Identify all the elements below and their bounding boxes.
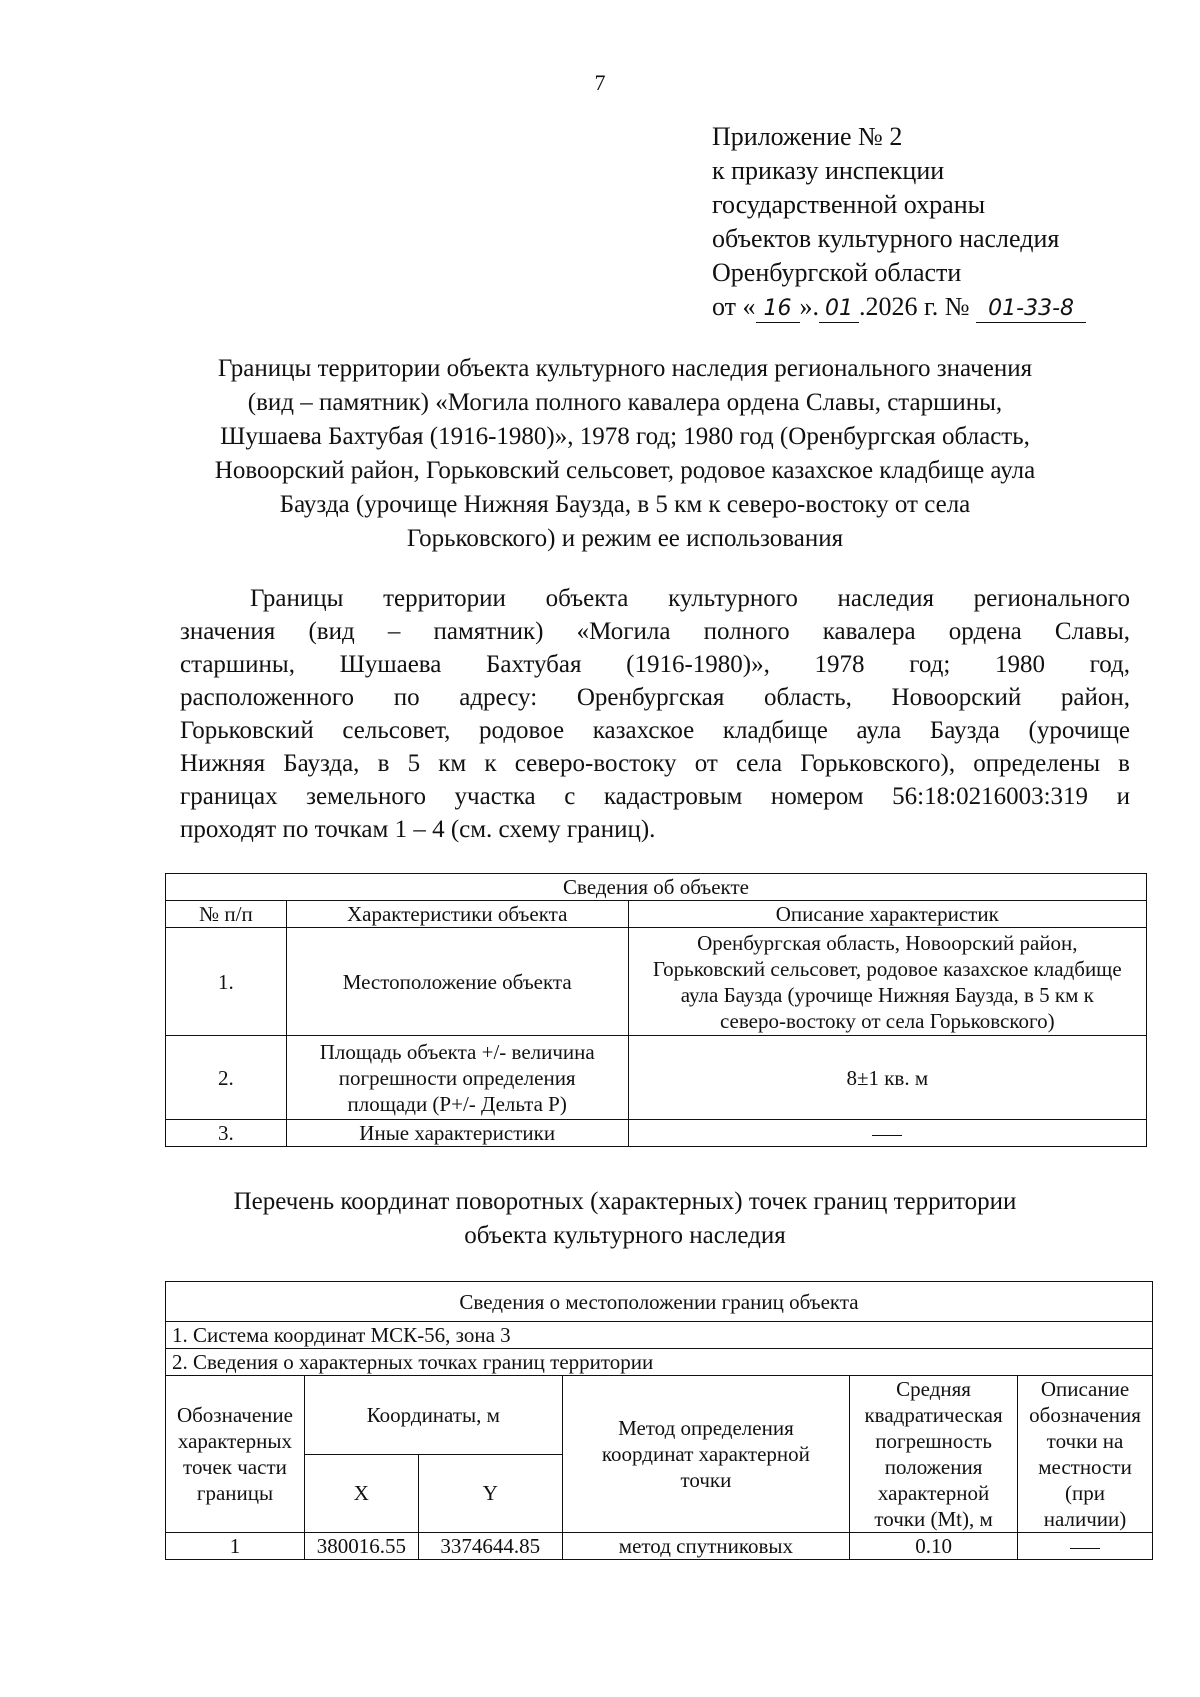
row-name — [286, 1036, 628, 1120]
handwritten-day: 16 — [756, 296, 800, 323]
desc-line: аула Баузда (урочище Нижняя Баузда, в 5 км к — [680, 982, 1094, 1007]
header-line: точки (Mt), м — [874, 1507, 993, 1531]
table-row — [166, 1120, 1147, 1147]
table-row — [166, 1036, 1147, 1120]
appendix-line: государственной охраны — [712, 190, 986, 219]
header-line: положения — [884, 1455, 983, 1479]
header-line: границы — [196, 1481, 274, 1505]
row-number: 2. — [166, 1036, 287, 1120]
row-number: 1. — [166, 928, 287, 1036]
header-line: местности — [1038, 1455, 1132, 1479]
dash-mark — [872, 1135, 902, 1136]
header-number: № п/п — [166, 901, 287, 928]
date-year: .2026 г. № — [859, 292, 970, 321]
header-line: точек части — [183, 1455, 287, 1479]
header-point-description — [1018, 1376, 1153, 1533]
table-header-row — [166, 1376, 1153, 1455]
object-info-table — [165, 873, 1147, 1147]
row-name: Местоположение объекта — [286, 928, 628, 1036]
title-line: Границы территории объекта культурного наследия регионального значения — [217, 355, 1033, 382]
name-line: площади (P+/- Дельта P) — [347, 1091, 567, 1116]
cell-description — [1018, 1533, 1153, 1560]
body-line: старшины, Шушаева Бахтубая (1916-1980)», 1978 год; 1980 год, — [180, 651, 1130, 678]
coordinates-title — [150, 1185, 1100, 1253]
handwritten-order-number: 01-33-8 — [976, 296, 1086, 323]
header-coordinates: Координаты, м — [304, 1376, 562, 1455]
dash-mark — [1070, 1548, 1100, 1549]
header-x: X — [304, 1454, 418, 1533]
date-prefix: от « — [712, 292, 756, 321]
subtitle-line: объекта культурного наследия — [464, 1222, 786, 1249]
header-line: точки на — [1046, 1429, 1124, 1453]
header-line: координат характерной — [601, 1442, 810, 1466]
body-line: проходят по точкам 1 – 4 (см. схему границ). — [180, 816, 656, 843]
row-name: Иные характеристики — [286, 1120, 628, 1147]
body-line: Горьковский сельсовет, родовое казахское кладбище аула Баузда (урочище — [180, 717, 1130, 744]
header-line: квадратическая — [864, 1403, 1003, 1427]
body-paragraph — [180, 582, 1130, 846]
header-description: Описание характеристик — [628, 901, 1146, 928]
header-y: Y — [418, 1454, 562, 1533]
body-line: значения (вид – памятник) «Могила полного кавалера ордена Славы, — [180, 618, 1130, 645]
cell-y: 3374644.85 — [418, 1533, 562, 1560]
points-caption-row — [166, 1349, 1153, 1376]
cell-method: метод спутниковых — [562, 1533, 849, 1560]
coordinates-table — [165, 1281, 1153, 1560]
table-caption: Сведения об объекте — [166, 874, 1147, 901]
body-line: Нижняя Баузда, в 5 км к северо-востоку от села Горьковского), определены в — [180, 750, 1130, 777]
name-line: погрешности определения — [338, 1065, 576, 1090]
appendix-line: Оренбургской области — [712, 258, 962, 287]
coordinate-system-row — [166, 1322, 1153, 1349]
header-line: точки — [680, 1468, 732, 1492]
header-line: наличии) — [1043, 1507, 1127, 1531]
header-line: обозначения — [1029, 1403, 1141, 1427]
points-caption: 2. Сведения о характерных точках границ территории — [166, 1349, 1153, 1376]
header-method — [562, 1376, 849, 1533]
row-number: 3. — [166, 1120, 287, 1147]
header-line: (при — [1065, 1481, 1105, 1505]
cell-x: 380016.55 — [304, 1533, 418, 1560]
body-line: Границы территории объекта культурного наследия регионального — [250, 585, 1130, 612]
handwritten-month: 01 — [819, 296, 859, 323]
cell-point: 1 — [166, 1533, 305, 1560]
title-line: Горьковского) и режим ее использования — [406, 525, 844, 552]
table-caption-row — [166, 874, 1147, 901]
header-line: погрешность — [875, 1429, 992, 1453]
subtitle-line: Перечень координат поворотных (характерных) точек границ территории — [233, 1188, 1017, 1215]
coordinate-system: 1. Система координат МСК-56, зона 3 — [166, 1322, 1153, 1349]
desc-line: Оренбургская область, Новоорский район, — [697, 930, 1078, 955]
header-line: Обозначение — [176, 1403, 293, 1427]
body-line: границах земельного участка с кадастровым номером 56:18:0216003:319 и — [180, 783, 1130, 810]
title-line: Шушаева Бахтубая (1916-1980)», 1978 год; 1980 год (Оренбургская область, — [220, 423, 1030, 450]
document-title — [150, 352, 1100, 556]
cell-error: 0.10 — [850, 1533, 1018, 1560]
appendix-line: к приказу инспекции — [712, 156, 945, 185]
row-desc — [628, 928, 1146, 1036]
title-line: Баузда (урочище Нижняя Баузда, в 5 км к северо-востоку от села — [279, 491, 971, 518]
appendix-block — [712, 120, 1086, 324]
page-number: 7 — [594, 70, 606, 95]
body-line: расположенного по адресу: Оренбургская область, Новоорский район, — [180, 684, 1130, 711]
desc-line: северо-востоку от села Горьковского) — [719, 1008, 1055, 1033]
header-line: Описание — [1040, 1377, 1130, 1401]
appendix-line: Приложение № 2 — [712, 122, 903, 151]
row-desc — [628, 1120, 1146, 1147]
table-caption-row — [166, 1282, 1153, 1322]
desc-line: Горьковский сельсовет, родовое казахское кладбище — [652, 956, 1122, 981]
table-header-row — [166, 901, 1147, 928]
header-characteristics: Характеристики объекта — [286, 901, 628, 928]
date-mid: ». — [799, 292, 820, 321]
name-line: Площадь объекта +/- величина — [319, 1039, 595, 1064]
title-line: Новоорский район, Горьковский сельсовет, родовое казахское кладбище аула — [214, 457, 1036, 484]
header-line: Средняя — [896, 1377, 971, 1401]
header-line: характерных — [177, 1429, 293, 1453]
title-line: (вид – памятник) «Могила полного кавалера ордена Славы, старшины, — [247, 389, 1003, 416]
row-desc: 8±1 кв. м — [628, 1036, 1146, 1120]
table-caption: Сведения о местоположении границ объекта — [166, 1282, 1153, 1322]
header-error — [850, 1376, 1018, 1533]
header-line: характерной — [877, 1481, 990, 1505]
header-line: Метод определения — [618, 1416, 794, 1440]
table-row — [166, 1533, 1153, 1560]
table-row — [166, 928, 1147, 1036]
header-designation — [166, 1376, 305, 1533]
appendix-date-line — [712, 290, 1086, 324]
appendix-line: объектов культурного наследия — [712, 224, 1060, 253]
